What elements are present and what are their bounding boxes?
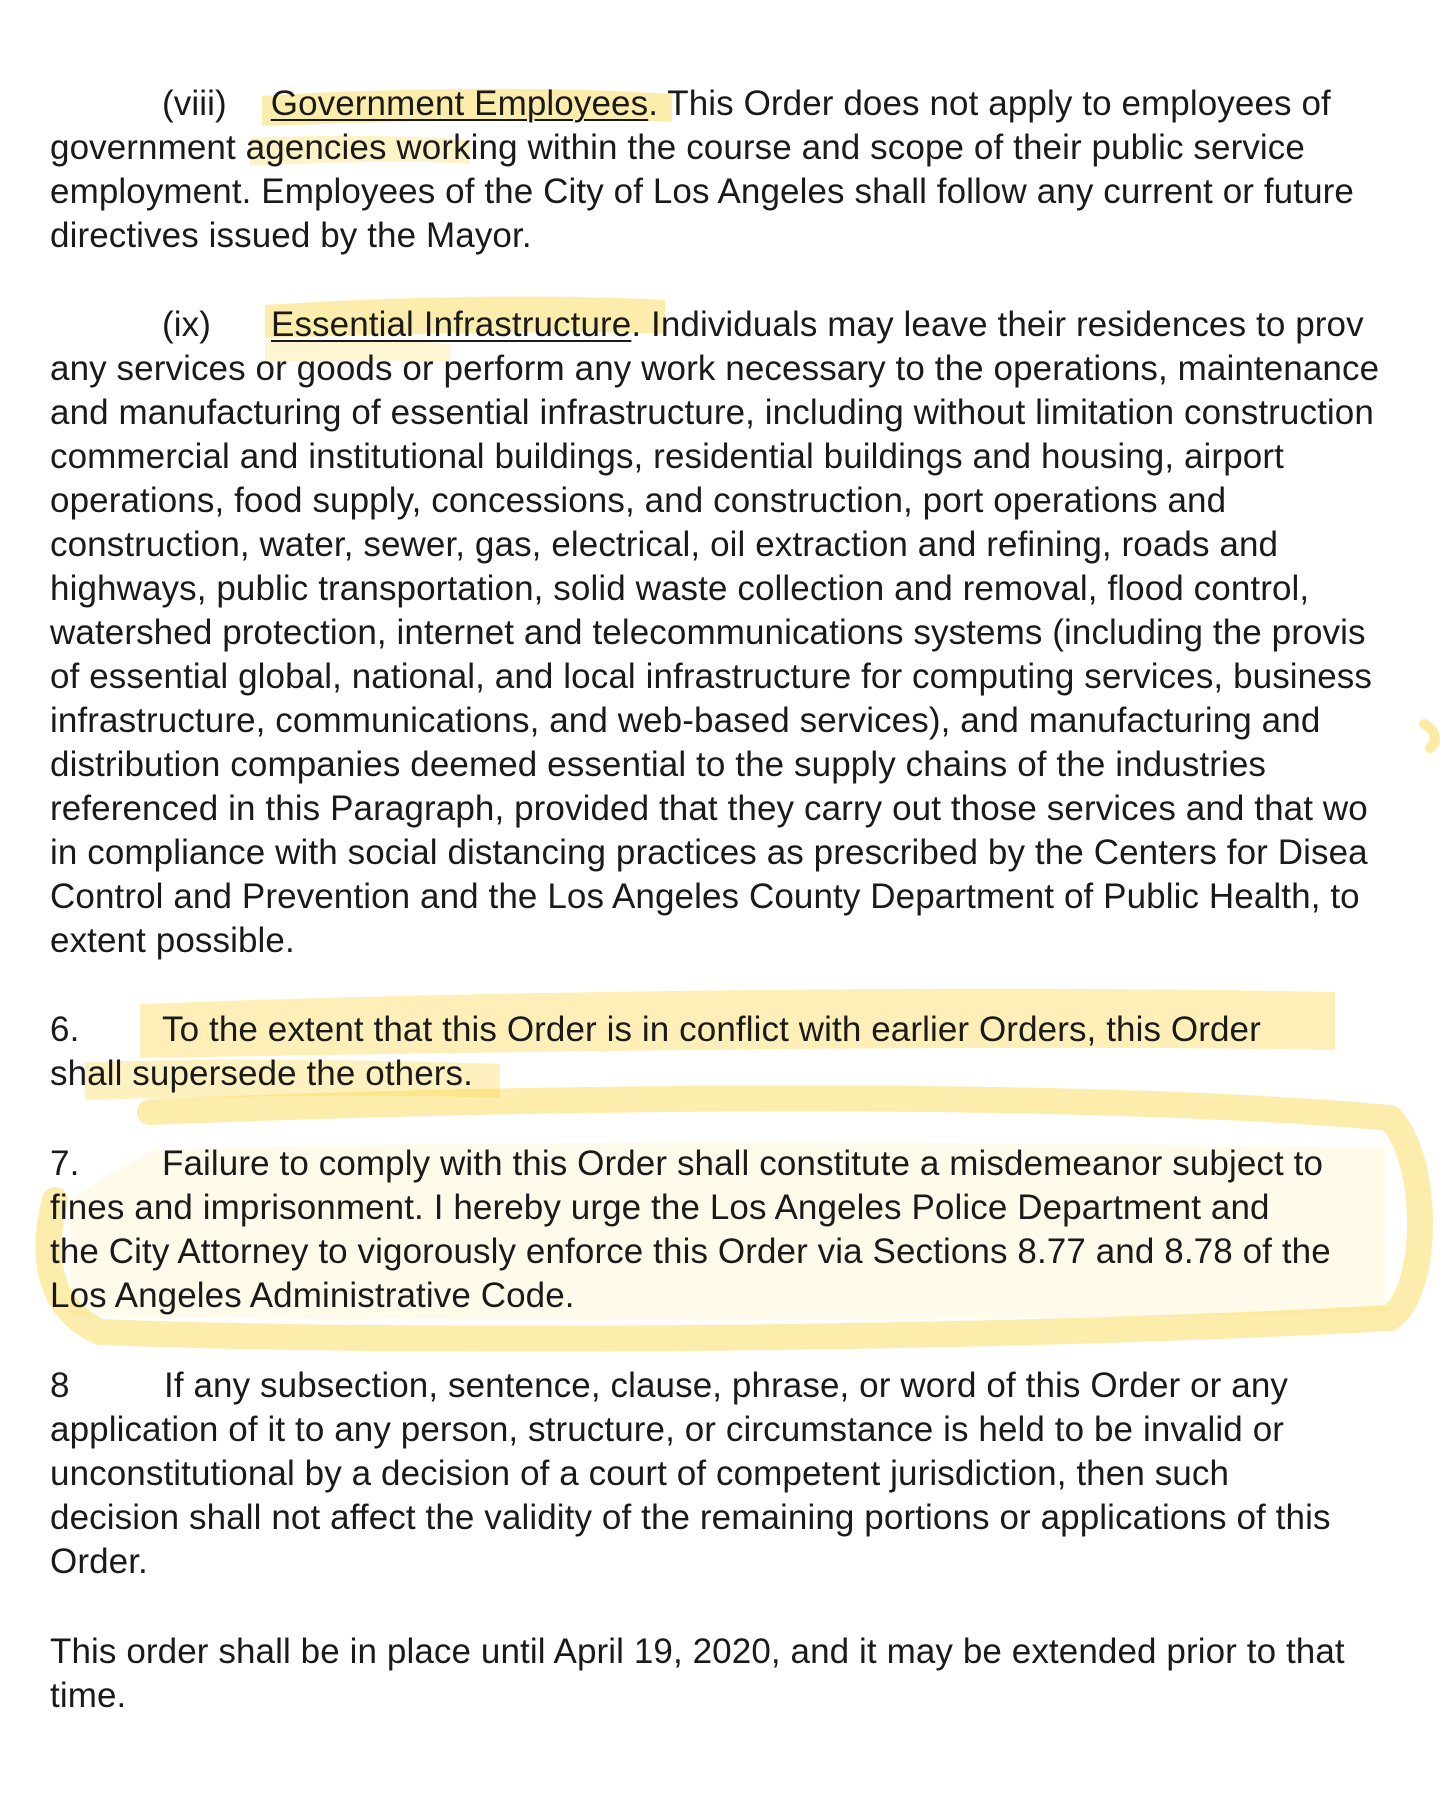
paragraph-viii-line-2: government agencies working within the course and scope of their public service — [50, 128, 1305, 167]
paragraph-ix-line-2: any services or goods or perform any work necessary to the operations, maintenance — [50, 349, 1380, 388]
paragraph-ix-line-11: distribution companies deemed essential to the supply chains of the industries — [50, 745, 1266, 784]
paragraph-viii-line-4: directives issued by the Mayor. — [50, 216, 532, 255]
paragraph-seven-line-4: Los Angeles Administrative Code. — [50, 1276, 575, 1315]
paragraph-eight-line-5: Order. — [50, 1542, 148, 1581]
paragraph-ix-line-4: commercial and institutional buildings, residential buildings and housing, airport — [50, 437, 1284, 476]
paragraph-seven-line-1 — [50, 1142, 1323, 1186]
paragraph-eight-line-1 — [50, 1364, 1288, 1408]
paragraph-ix-line-9: of essential global, national, and local infrastructure for computing services, business — [50, 657, 1372, 696]
paragraph-eight-line-3: unconstitutional by a decision of a court of competent jurisdiction, then such — [50, 1454, 1230, 1493]
paragraph-eight-line-2: application of it to any person, structure, or circumstance is held to be invalid or — [50, 1410, 1285, 1449]
highlight-left-margin-mark — [1424, 724, 1435, 748]
paragraph-six-line1-text: To the extent that this Order is in conflict with earlier Orders, this Order — [162, 1010, 1261, 1049]
paragraph-ix-marker: (ix) — [162, 305, 211, 344]
paragraph-seven-line1-text: Failure to comply with this Order shall constitute a misdemeanor subject to — [162, 1144, 1324, 1183]
closing-line-2: time. — [50, 1676, 127, 1715]
paragraph-ix-line-12: referenced in this Paragraph, provided that they carry out those services and that wo — [50, 789, 1368, 828]
paragraph-ix-line-1 — [50, 303, 1364, 347]
paragraph-eight-number: 8 — [50, 1366, 70, 1405]
paragraph-ix-line-8: watershed protection, internet and telecommunications systems (including the provis — [50, 613, 1366, 652]
paragraph-ix-line-15: extent possible. — [50, 921, 295, 960]
paragraph-viii-marker: (viii) — [162, 84, 227, 123]
paragraph-viii-line1-rest: . This Order does not apply to employees of — [648, 84, 1331, 123]
paragraph-ix-line-5: operations, food supply, concessions, and construction, port operations and — [50, 481, 1227, 520]
paragraph-ix-line-7: highways, public transportation, solid waste collection and removal, flood control, — [50, 569, 1310, 608]
paragraph-seven-line-2: fines and imprisonment. I hereby urge the Los Angeles Police Department and — [50, 1188, 1270, 1227]
paragraph-ix-line-6: construction, water, sewer, gas, electrical, oil extraction and refining, roads and — [50, 525, 1279, 564]
paragraph-eight-line-4: decision shall not affect the validity of the remaining portions or applications of this — [50, 1498, 1331, 1537]
paragraph-six-line-1 — [50, 1008, 1261, 1052]
paragraph-six-number: 6. — [50, 1010, 80, 1049]
paragraph-ix-line-14: Control and Prevention and the Los Angeles County Department of Public Health, to — [50, 877, 1360, 916]
closing-line-1: This order shall be in place until April 19, 2020, and it may be extended prior to that — [50, 1632, 1345, 1671]
paragraph-six-line-2: shall supersede the others. — [50, 1054, 473, 1093]
paragraph-viii-line-1 — [50, 82, 1331, 126]
paragraph-ix-line-13: in compliance with social distancing practices as prescribed by the Centers for Disea — [50, 833, 1368, 872]
paragraph-eight-line1-text: If any subsection, sentence, clause, phrase, or word of this Order or any — [164, 1366, 1288, 1405]
paragraph-seven-number: 7. — [50, 1144, 80, 1183]
paragraph-viii-line-3: employment. Employees of the City of Los Angeles shall follow any current or future — [50, 172, 1354, 211]
paragraph-seven-line-3: the City Attorney to vigorously enforce this Order via Sections 8.77 and 8.78 of the — [50, 1232, 1331, 1271]
paragraph-viii-heading: Government Employees — [270, 84, 649, 123]
paragraph-ix-line1-rest: . Individuals may leave their residences to prov — [631, 305, 1364, 344]
paragraph-ix-line-10: infrastructure, communications, and web-based services), and manufacturing and — [50, 701, 1321, 740]
paragraph-ix-heading: Essential Infrastructure — [271, 305, 632, 344]
paragraph-ix-line-3: and manufacturing of essential infrastructure, including without limitation construction — [50, 393, 1374, 432]
